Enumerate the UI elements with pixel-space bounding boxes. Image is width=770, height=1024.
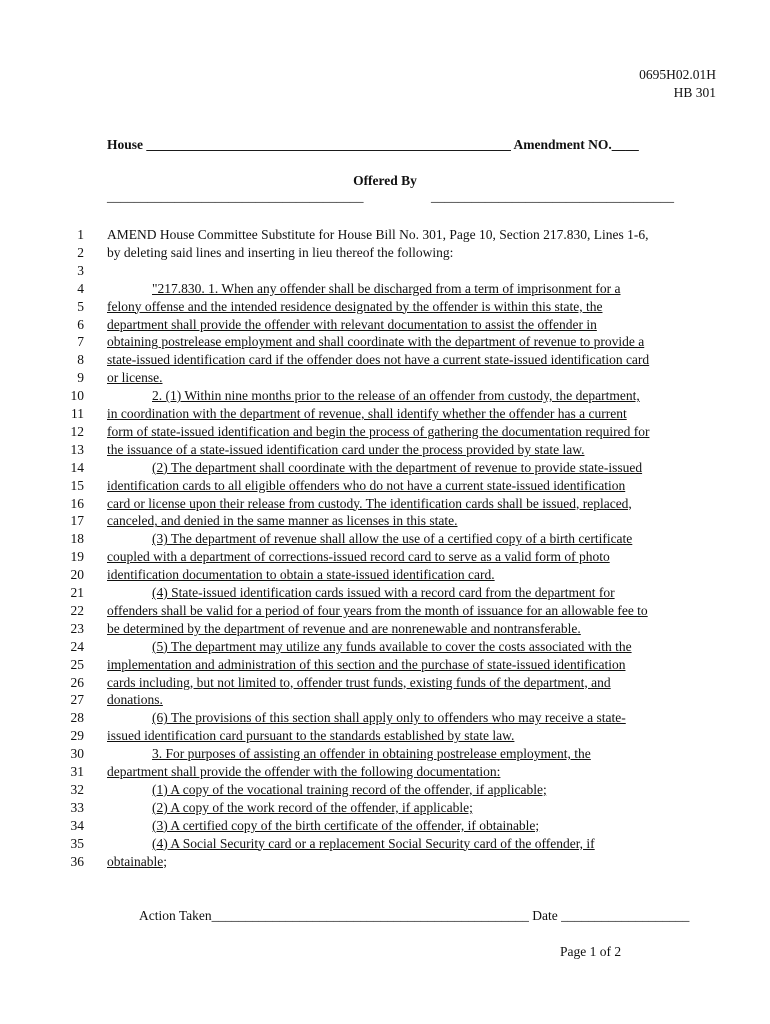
line-number: 34 [70, 817, 84, 833]
document-line [0, 835, 770, 853]
line-text: issued identification card pursuant to the standards established by state law. [107, 728, 515, 744]
document-line [0, 548, 770, 566]
line-text: coupled with a department of corrections-issued record card to serve as a valid form of photo [107, 549, 610, 565]
line-number: 23 [70, 620, 84, 636]
line-number: 21 [70, 585, 84, 600]
date-blank: ___________________ [561, 908, 690, 923]
document-line [0, 620, 770, 638]
line-text: donations. [107, 692, 163, 708]
document-line [0, 530, 770, 548]
line-text: in coordination with the department of revenue, shall identify whether the offender has a current [107, 406, 627, 421]
line-text: department shall provide the offender with relevant documentation to assist the offender in [107, 316, 597, 332]
line-number: 25 [70, 656, 84, 672]
line-text: "217.830. 1. When any offender shall be discharged from a term of imprisonment for a [152, 280, 621, 296]
line-text: form of state-issued identification and begin the process of gathering the documentation required for [107, 423, 650, 439]
line-text: identification documentation to obtain a state-issued identification card. [107, 567, 495, 583]
line-text: 3. For purposes of assisting an offender in obtaining postrelease employment, the [152, 746, 591, 762]
offered-by-label: Offered By [353, 173, 417, 188]
document-identifier [639, 66, 716, 102]
date-label: Date [532, 908, 558, 923]
line-number: 27 [70, 692, 84, 708]
document-line [0, 512, 770, 530]
document-line [0, 638, 770, 656]
line-number: 31 [70, 764, 84, 779]
document-line [0, 656, 770, 674]
document-line [0, 566, 770, 584]
document-line [0, 745, 770, 763]
line-number: 26 [70, 674, 84, 690]
offered-by-blank-left: ______________________________________ [107, 189, 364, 204]
document-line [0, 351, 770, 369]
line-number: 17 [70, 513, 84, 529]
line-number: 32 [70, 781, 84, 797]
action-taken-blank: _______________________________________________ [211, 908, 529, 923]
line-number: 33 [70, 799, 84, 815]
document-line [0, 763, 770, 781]
line-text: felony offense and the intended residence designated by the offender is within this state, the [107, 298, 603, 314]
line-number: 36 [70, 853, 84, 869]
line-number: 8 [77, 352, 84, 368]
line-text: canceled, and denied in the same manner as licenses in this state. [107, 513, 458, 529]
document-line [0, 244, 770, 262]
document-line [0, 405, 770, 423]
line-text: or license. [107, 370, 163, 386]
document-line [0, 495, 770, 513]
line-number: 29 [70, 728, 84, 744]
document-line [0, 691, 770, 709]
line-text: (4) A Social Security card or a replacement Social Security card of the offender, if [152, 835, 595, 851]
document-line [0, 853, 770, 871]
amendment-no-label: Amendment NO. [513, 137, 612, 152]
line-number: 10 [70, 388, 84, 404]
line-number: 35 [70, 835, 84, 851]
line-number: 28 [70, 710, 84, 726]
line-text: department shall provide the offender with the following documentation: [107, 764, 501, 779]
line-number: 7 [77, 334, 84, 350]
document-line [0, 674, 770, 692]
line-number: 4 [77, 280, 84, 296]
document-line [0, 423, 770, 441]
document-line [0, 709, 770, 727]
document-line [0, 226, 770, 244]
line-number: 24 [70, 638, 84, 654]
line-number: 5 [77, 298, 84, 314]
line-number: 12 [70, 423, 84, 439]
document-line [0, 280, 770, 298]
line-text: by deleting said lines and inserting in lieu thereof the following: [107, 244, 454, 260]
line-text: obtainable; [107, 853, 167, 869]
line-number: 13 [70, 441, 84, 457]
document-line [0, 817, 770, 835]
amendment-no-blank: ____ [611, 137, 639, 152]
line-number: 15 [70, 477, 84, 493]
amendment-heading [107, 137, 713, 153]
document-line [0, 316, 770, 334]
line-text: (5) The department may utilize any funds available to cover the costs associated with the [152, 638, 632, 654]
line-text: (3) The department of revenue shall allow the use of a certified copy of a birth certificate [152, 531, 633, 547]
document-line [0, 387, 770, 405]
document-line [0, 333, 770, 351]
line-text: card or license upon their release from custody. The identification cards shall be issued, replaced, [107, 495, 632, 511]
line-text: (6) The provisions of this section shall apply only to offenders who may receive a state- [152, 710, 626, 726]
document-line [0, 781, 770, 799]
line-text: be determined by the department of revenue and are nonrenewable and nontransferable. [107, 620, 581, 636]
line-text: implementation and administration of this section and the purchase of state-issued identification [107, 656, 626, 672]
line-number: 2 [77, 244, 84, 260]
line-number: 22 [70, 602, 84, 618]
line-number: 19 [70, 549, 84, 565]
offered-by-blank-right: ____________________________________ [431, 189, 674, 204]
document-line [0, 298, 770, 316]
action-taken-label: Action Taken [139, 908, 212, 923]
line-number: 1 [77, 227, 84, 242]
line-text: state-issued identification card if the offender does not have a current state-issued identification card [107, 352, 650, 368]
house-label: House [107, 137, 144, 152]
document-line [0, 369, 770, 387]
document-line [0, 262, 770, 280]
page-number: Page 1 of 2 [560, 944, 622, 959]
line-text: cards including, but not limited to, offender trust funds, existing funds of the department, and [107, 674, 611, 690]
line-number: 20 [70, 567, 84, 583]
document-line [0, 602, 770, 620]
line-number: 6 [77, 316, 84, 332]
document-line [0, 727, 770, 745]
line-number: 16 [70, 495, 84, 511]
bill-number: HB 301 [673, 85, 716, 100]
line-text: obtaining postrelease employment and shall coordinate with the department of revenue to provide a [107, 334, 645, 350]
document-line [0, 477, 770, 495]
house-blank: ______________________________________________________ [146, 137, 511, 152]
document-line [0, 441, 770, 459]
line-number: 9 [77, 370, 84, 386]
doc-code: 0695H02.01H [639, 67, 716, 82]
line-text: identification cards to all eligible offenders who do not have a current state-issued identification [107, 477, 626, 493]
line-text: (2) The department shall coordinate with the department of revenue to provide state-issued [152, 459, 643, 475]
line-text: (4) State-issued identification cards issued with a record card from the department for [152, 585, 615, 600]
document-line [0, 799, 770, 817]
line-number: 3 [77, 262, 84, 278]
line-text: (1) A copy of the vocational training record of the offender, if applicable; [152, 781, 547, 797]
line-number: 18 [70, 531, 84, 547]
line-text: offenders shall be valid for a period of four years from the month of issuance for an allowable fee to [107, 602, 648, 618]
line-text: AMEND House Committee Substitute for House Bill No. 301, Page 10, Section 217.830, Lines 1-6, [107, 227, 649, 242]
line-text: 2. (1) Within nine months prior to the release of an offender from custody, the department, [152, 388, 640, 404]
document-line [0, 584, 770, 602]
document-line [0, 459, 770, 477]
line-number: 30 [70, 746, 84, 762]
line-text: the issuance of a state-issued identification card under the process provided by state law. [107, 441, 585, 457]
line-number: 11 [71, 406, 84, 421]
action-taken-row [139, 908, 689, 924]
line-number: 14 [70, 459, 84, 475]
line-text: (2) A copy of the work record of the offender, if applicable; [152, 799, 473, 815]
line-text: (3) A certified copy of the birth certificate of the offender, if obtainable; [152, 817, 540, 833]
